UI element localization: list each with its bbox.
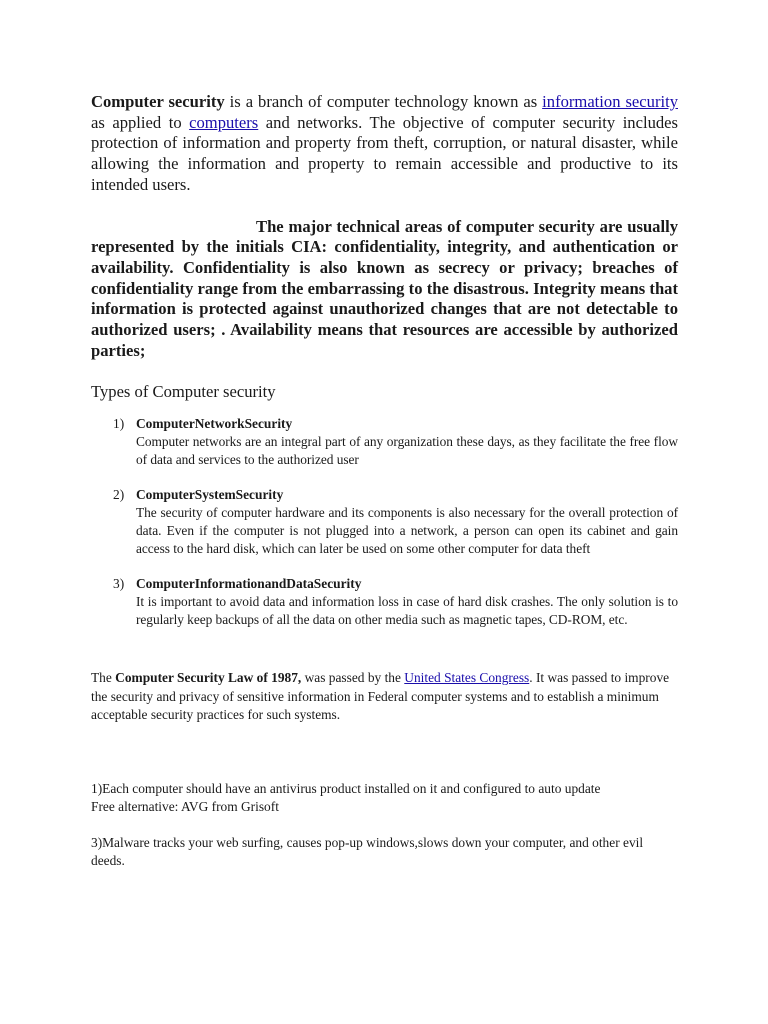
intro-text-1: is a branch of computer technology known as [224,92,543,111]
law-title: Computer Security Law of 1987, [115,670,302,686]
list-item-number: 3) [113,576,125,592]
tip-malware: 3)Malware tracks your web surfing, causes pop-up windows,slows down your computer, and other evil deeds. [91,834,644,868]
intro-text-2: as applied to [91,112,190,132]
types-list [91,415,678,629]
tip-antivirus-line2: Free alternative: AVG from Grisoft [91,798,279,814]
link-computers[interactable]: computers [189,112,259,132]
law-middle: was passed by the [301,670,405,686]
link-united-states-congress[interactable]: United States Congress [404,670,530,686]
link-information-security[interactable]: information security [542,92,678,111]
intro-paragraph [91,92,678,196]
list-item [91,575,678,629]
list-item [91,415,678,469]
list-item-title: ComputerInformationandDataSecurity [136,576,362,592]
intro-text-3: and networks. The objective of computer security includes protection of information and property from theft, corruption, or natural disaster, while allowing the information and property to remain accessible and productive to its intended users. [91,112,678,194]
list-item-number: 1) [113,416,125,432]
law-prefix: The [91,670,116,686]
list-item [91,486,678,558]
list-item-title: ComputerNetworkSecurity [136,416,293,432]
document-page [91,92,678,870]
cia-paragraph: The major technical areas of computer security are usually represented by the initials CIA: confidentiality, integrity, and authentication or availability. Confidentiality is also known as secrecy or privacy; breaches of confidentiality range from the embarrassing to the disastrous. Integrity means that information is protected against unauthorized changes that are not detectable to authorized users; . Availability means that resources are accessible by authorized parties; [91,216,678,360]
list-item-description: It is important to avoid data and information loss in case of hard disk crashes. The only solution is to regularly keep backups of all the data on other media such as magnetic tapes, CD-ROM, etc. [136,594,678,628]
tip-antivirus-line1: 1)Each computer should have an antivirus product installed on it and configured to auto update [91,780,601,796]
list-item-title: ComputerSystemSecurity [136,487,284,503]
law-suffix: . It was passed to improve the security and privacy of sensitive information in Federal computer systems and to establish a minimum acceptable security practices for such systems. [91,670,670,723]
list-item-description: Computer networks are an integral part of any organization these days, as they facilitate the free flow of data and services to the authorized user [136,434,678,468]
list-item-number: 2) [113,487,125,503]
types-heading: Types of Computer security [91,382,276,402]
list-item-description: The security of computer hardware and its components is also necessary for the overall protection of data. Even if the computer is not plugged into a network, a person can open its cabinet and gain access to the hard disk, which can later be used on some other computer for data theft [136,505,678,557]
term-computer-security: Computer security [91,92,225,111]
tip-antivirus [91,780,678,816]
law-paragraph [91,669,678,725]
